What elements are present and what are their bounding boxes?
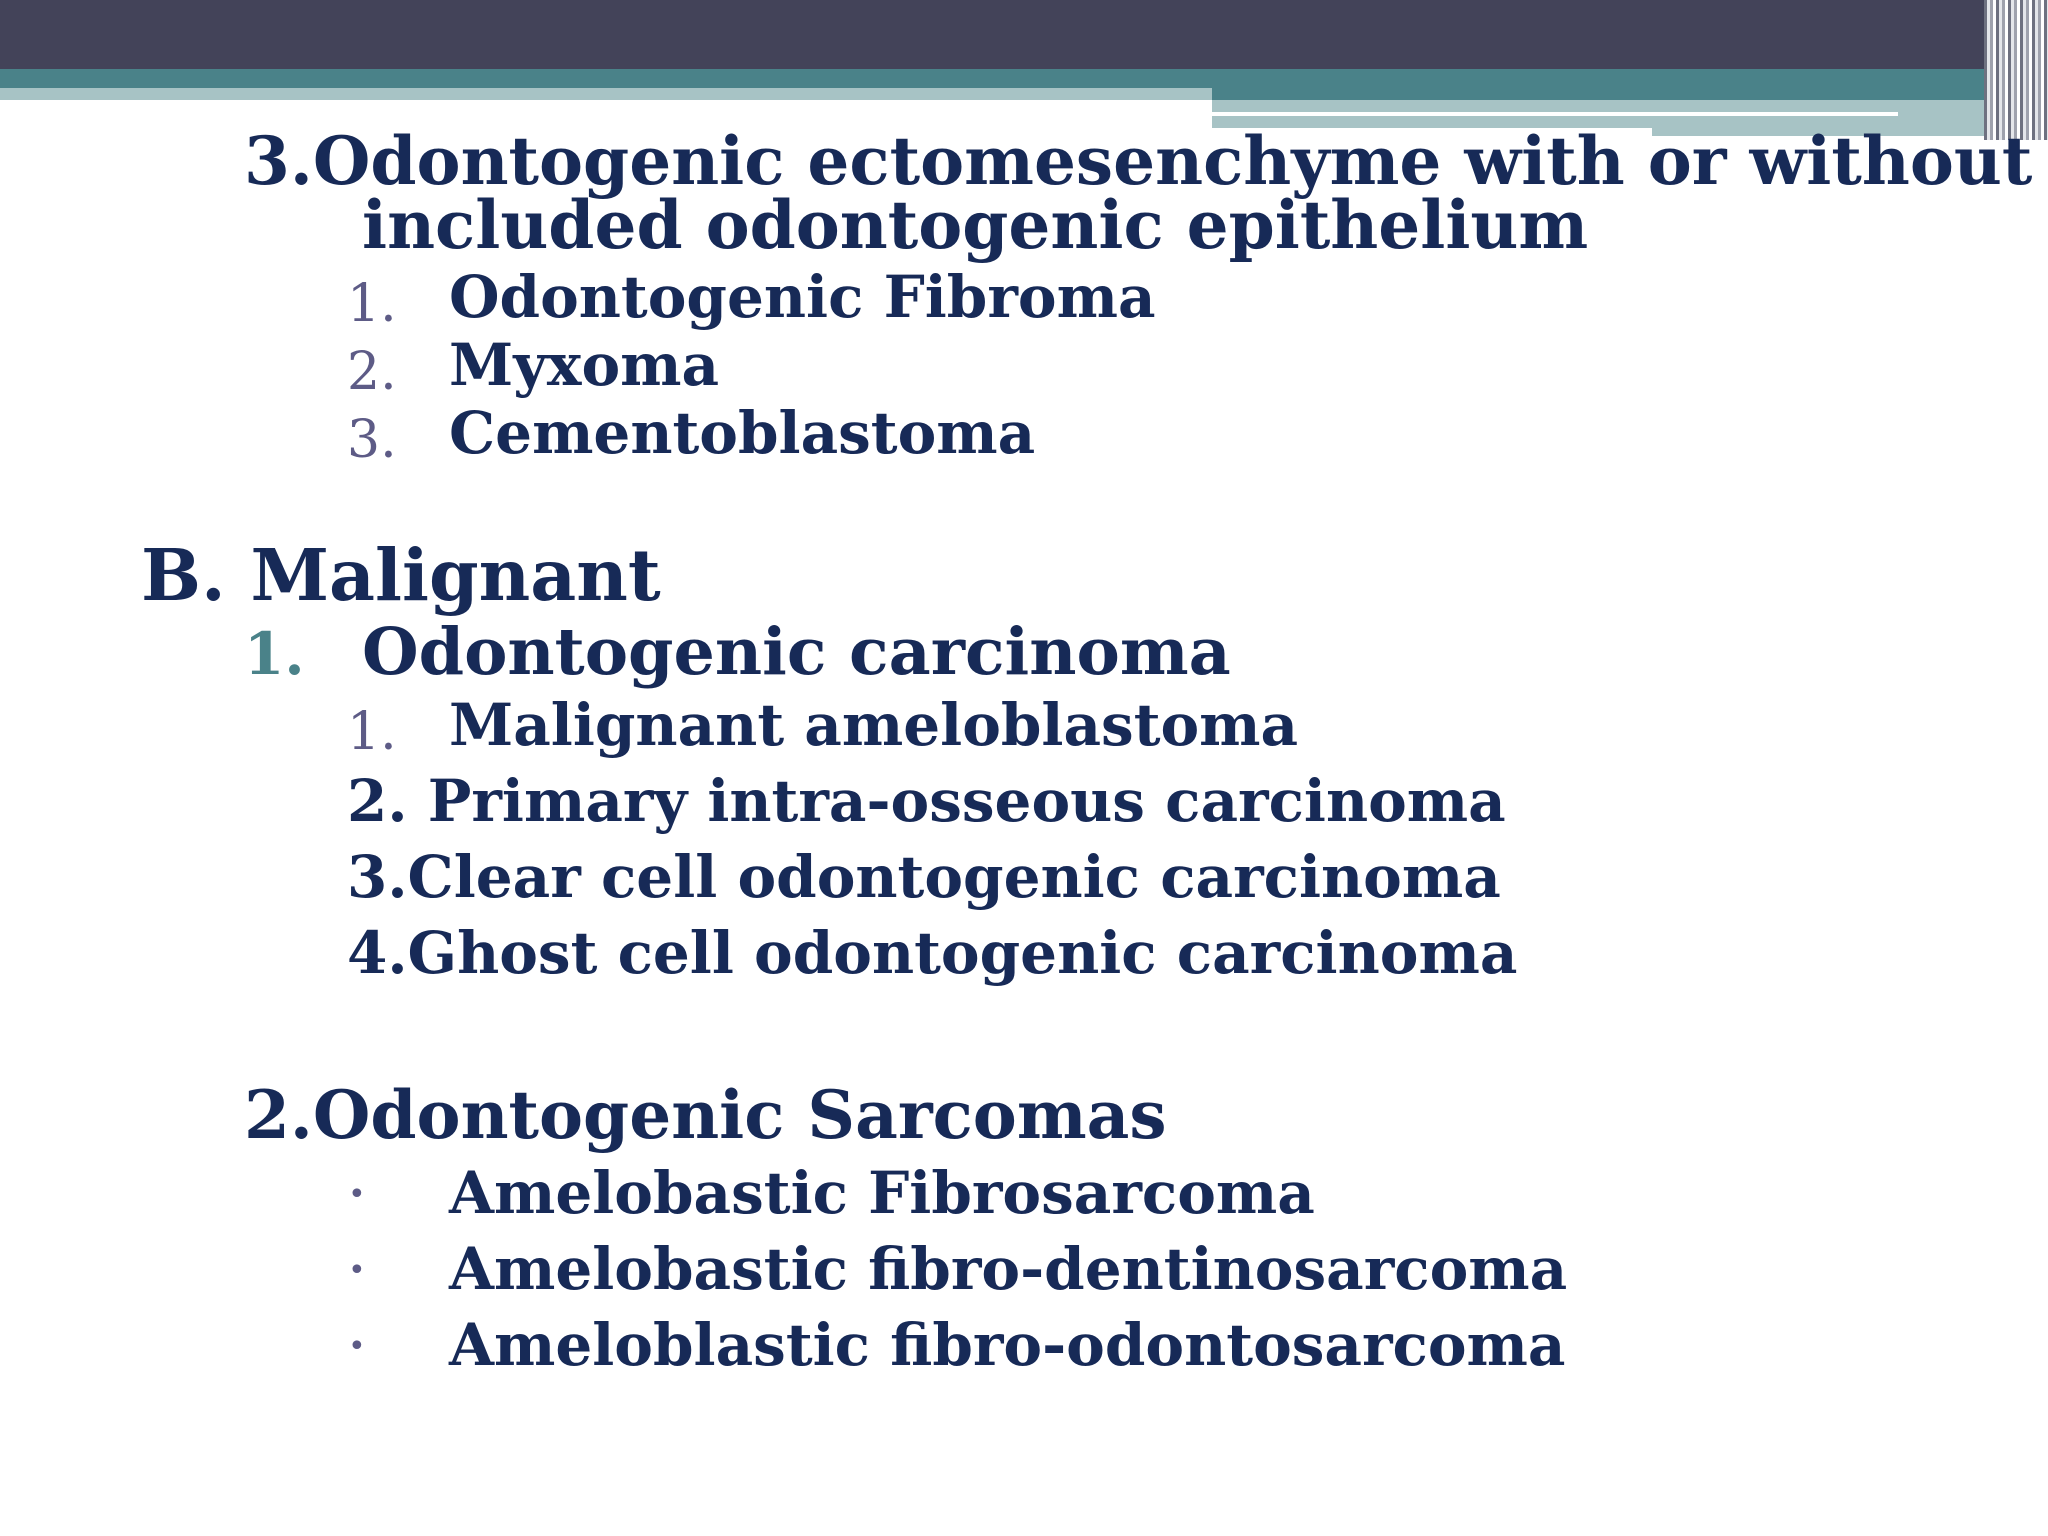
list-number: 1. [347, 702, 397, 762]
list-number: 3. [347, 410, 397, 470]
list-item-myxoma: Myxoma [449, 331, 720, 399]
header-bar-dark [0, 0, 2048, 69]
list-item-cementoblastoma: Cementoblastoma [449, 399, 1036, 467]
bullet: • [348, 1253, 366, 1288]
section-3-heading-line2: included odontogenic epithelium [362, 186, 1589, 264]
header-bar-teal-right [1212, 88, 2048, 100]
bullet: • [348, 1177, 366, 1212]
header-bar-light-left [0, 88, 1212, 100]
list-item-ameloblastic-fibro-odontosarcoma: Ameloblastic fibro-odontosarcoma [449, 1311, 1566, 1379]
list-item-clear-cell-carcinoma: 3.Clear cell odontogenic carcinoma [347, 843, 1501, 911]
list-item-amelobastic-fibro-dentinosarcoma: Amelobastic fibro-dentinosarcoma [449, 1235, 1568, 1303]
section-3-heading-line1: 3.Odontogenic ectomesenchyme with or without [244, 122, 2033, 200]
carcinoma-heading: Odontogenic carcinoma [362, 614, 1231, 690]
list-number: 1. [244, 620, 305, 688]
list-number: 1. [347, 274, 397, 334]
list-number: 2. [347, 342, 397, 402]
header-vertical-stripes [1984, 0, 2048, 140]
list-item-primary-intra-osseous-carcinoma: 2. Primary intra-osseous carcinoma [347, 767, 1506, 835]
malignant-heading: B. Malignant [141, 533, 661, 617]
header-bar-teal [0, 69, 2048, 88]
bullet: • [348, 1329, 366, 1364]
sarcomas-heading: 2.Odontogenic Sarcomas [244, 1076, 1167, 1154]
list-item-malignant-ameloblastoma: Malignant ameloblastoma [449, 691, 1299, 759]
list-item-ghost-cell-carcinoma: 4.Ghost cell odontogenic carcinoma [347, 919, 1518, 987]
list-item-odontogenic-fibroma: Odontogenic Fibroma [449, 263, 1156, 331]
list-item-amelobastic-fibrosarcoma: Amelobastic Fibrosarcoma [449, 1159, 1315, 1227]
